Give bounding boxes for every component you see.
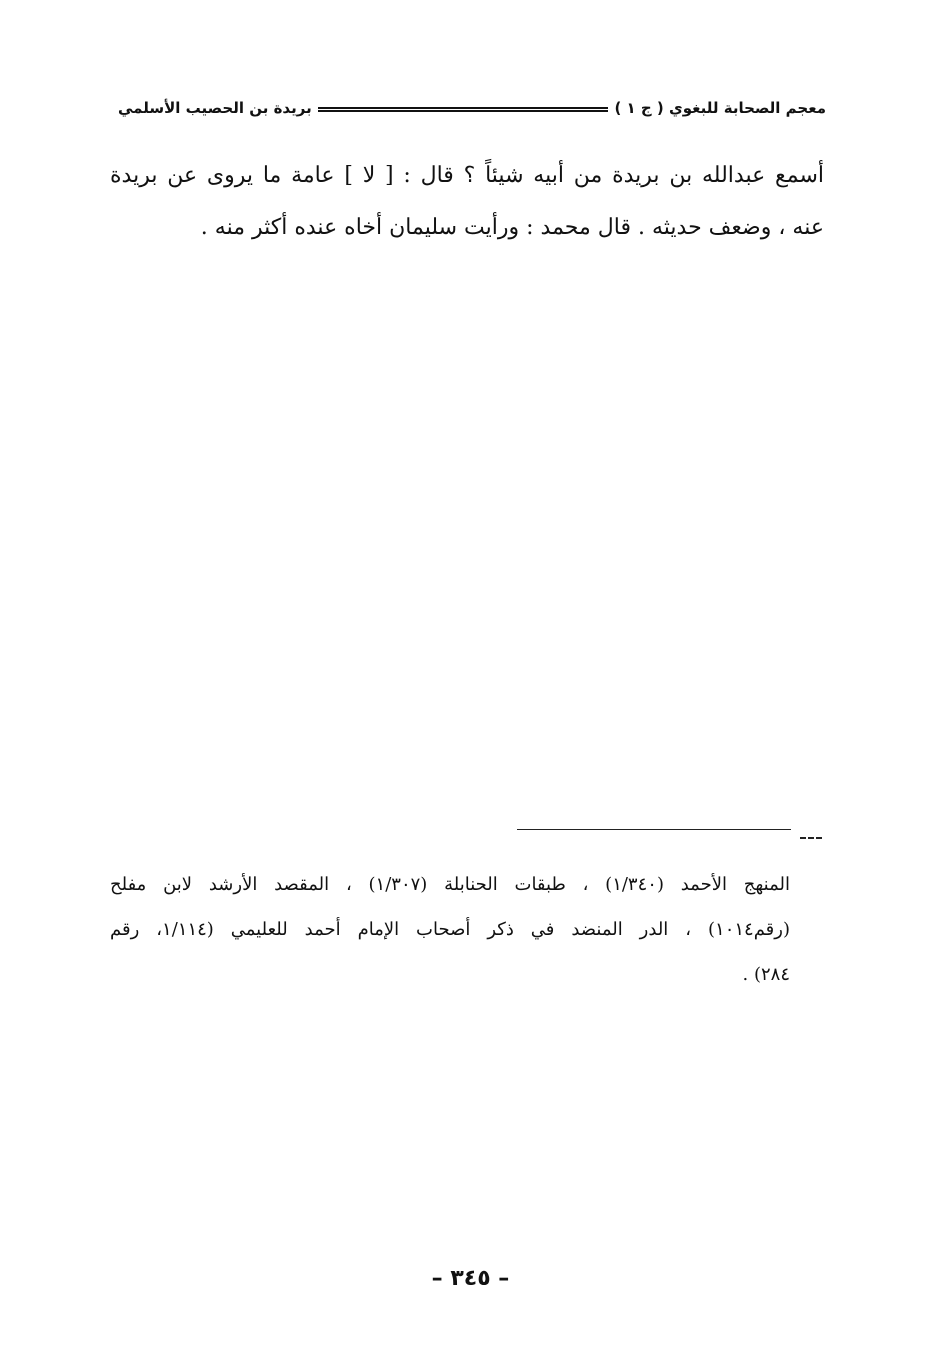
footnotes	[110, 862, 790, 997]
header-entry-title: بريدة بن الحصيب الأسلمي	[118, 99, 312, 117]
page-number: – ٣٤٥ –	[431, 1266, 510, 1291]
running-header	[118, 94, 826, 122]
footnote-separator-dash	[800, 837, 822, 839]
header-book-title: معجم الصحابة للبغوي ( ج ١ )	[614, 99, 826, 117]
body-line: عنه ، وضعف حديثه . قال محمد : ورأيت سليمان أخاه عنده أكثر منه .	[200, 215, 824, 240]
body-line: أسمع عبدالله بن بريدة من أبيه شيئاً ؟ قال : [ لا ] عامة ما يروى عن بريدة	[110, 163, 824, 188]
footnote-separator	[517, 829, 791, 830]
footnote-line: ٢٨٤) .	[742, 964, 790, 985]
footnote-line: (رقم١٠١٤) ، الدر المنضد في ذكر أصحاب الإمام أحمد للعليمي (١/١١٤، رقم	[110, 919, 791, 940]
body-paragraph	[110, 150, 824, 254]
footnote-line: المنهج الأحمد (١/٣٤٠) ، طبقات الحنابلة (١/٣٠٧) ، المقصد الأرشد لابن مفلح	[110, 874, 790, 895]
header-rule	[318, 107, 609, 112]
